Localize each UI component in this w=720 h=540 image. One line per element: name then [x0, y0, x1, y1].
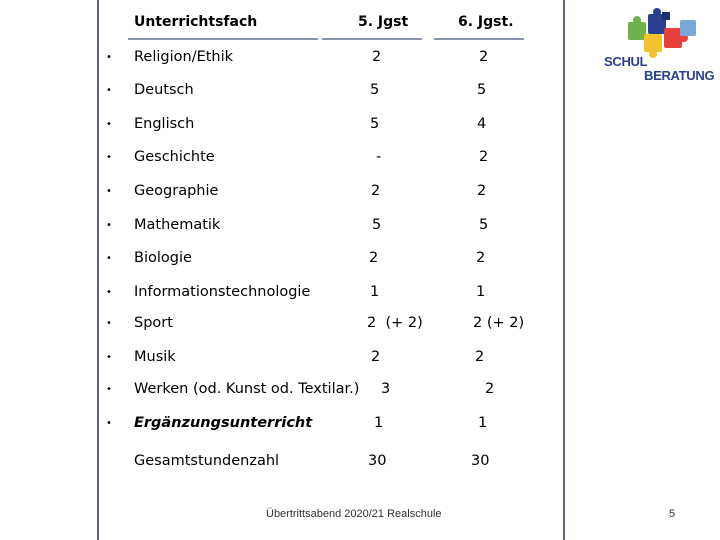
subject-name: Mathematik	[134, 217, 221, 233]
header-underline	[434, 38, 524, 40]
header-underline	[322, 38, 422, 40]
table-row	[0, 250, 720, 270]
grade5-hours: 5	[372, 217, 382, 233]
grade5-hours: 2	[372, 49, 382, 65]
bullet: •	[106, 418, 112, 429]
grade6-hours: 5	[477, 82, 487, 98]
grade5-hours: 1	[374, 415, 384, 431]
subject-name: Biologie	[134, 250, 192, 266]
grade6-hours: 2	[485, 381, 495, 397]
right-border	[563, 0, 565, 540]
grade6-hours: 2	[479, 149, 489, 165]
subject-name: Ergänzungsunterricht	[134, 415, 313, 431]
logo-text-line2: BERATUNG	[644, 68, 715, 83]
grade5-hours: -	[376, 149, 382, 165]
grade6-hours: 2	[479, 49, 489, 65]
table-row	[0, 315, 720, 335]
subject-name: Religion/Ethik	[134, 49, 234, 65]
subject-name: Geschichte	[134, 149, 215, 165]
total-grade5: 30	[368, 453, 387, 469]
total-grade6: 30	[471, 453, 490, 469]
bullet: •	[106, 85, 112, 96]
grade6-hours: 1	[476, 284, 486, 300]
grade5-hours: 2	[371, 349, 381, 365]
subject-name: Informationstechnologie	[134, 284, 311, 300]
footer-text: Übertrittsabend 2020/21 Realschule	[266, 508, 442, 520]
bullet: •	[106, 384, 112, 395]
bullet: •	[106, 119, 112, 130]
bullet: •	[106, 220, 112, 231]
bullet: •	[106, 253, 112, 264]
bullet: •	[106, 352, 112, 363]
header-subject: Unterrichtsfach	[134, 14, 258, 30]
header-grade6: 6. Jgst.	[458, 14, 514, 30]
bullet: •	[106, 318, 112, 329]
bullet: •	[106, 152, 112, 163]
subject-name: Geographie	[134, 183, 219, 199]
left-border	[97, 0, 99, 540]
subject-name: Deutsch	[134, 82, 194, 98]
table-row	[0, 183, 720, 203]
bullet: •	[106, 186, 112, 197]
logo-text-line1: SCHUL	[604, 54, 648, 69]
grade5-hours: 2	[369, 250, 379, 266]
grade5-hours: 2 (+ 2)	[367, 315, 423, 331]
grade6-hours: 5	[479, 217, 489, 233]
table-row	[0, 116, 720, 136]
subject-name: Sport	[134, 315, 173, 331]
header-grade5: 5. Jgst	[358, 14, 409, 30]
page-number: 5	[669, 508, 676, 520]
grade5-hours: 5	[370, 82, 380, 98]
total-label: Gesamtstundenzahl	[134, 453, 280, 469]
table-row	[0, 415, 720, 435]
grade6-hours: 2 (+ 2)	[473, 315, 525, 331]
table-row	[0, 349, 720, 369]
subject-name: Englisch	[134, 116, 195, 132]
table-row	[0, 381, 720, 401]
grade5-hours: 3	[381, 381, 391, 397]
bullet: •	[106, 287, 112, 298]
table-row	[0, 82, 720, 102]
grade6-hours: 2	[475, 349, 485, 365]
subject-name: Werken (od. Kunst od. Textilar.)	[134, 381, 360, 397]
table-row	[0, 217, 720, 237]
schulberatung-logo	[600, 6, 716, 84]
grade6-hours: 1	[478, 415, 488, 431]
grade5-hours: 5	[370, 116, 380, 132]
table-row	[0, 149, 720, 169]
bullet: •	[106, 52, 112, 63]
header-underline	[128, 38, 318, 40]
grade5-hours: 2	[371, 183, 381, 199]
grade6-hours: 2	[476, 250, 486, 266]
grade5-hours: 1	[370, 284, 380, 300]
grade6-hours: 2	[477, 183, 487, 199]
subject-name: Musik	[134, 349, 176, 365]
table-row	[0, 284, 720, 304]
grade6-hours: 4	[477, 116, 487, 132]
